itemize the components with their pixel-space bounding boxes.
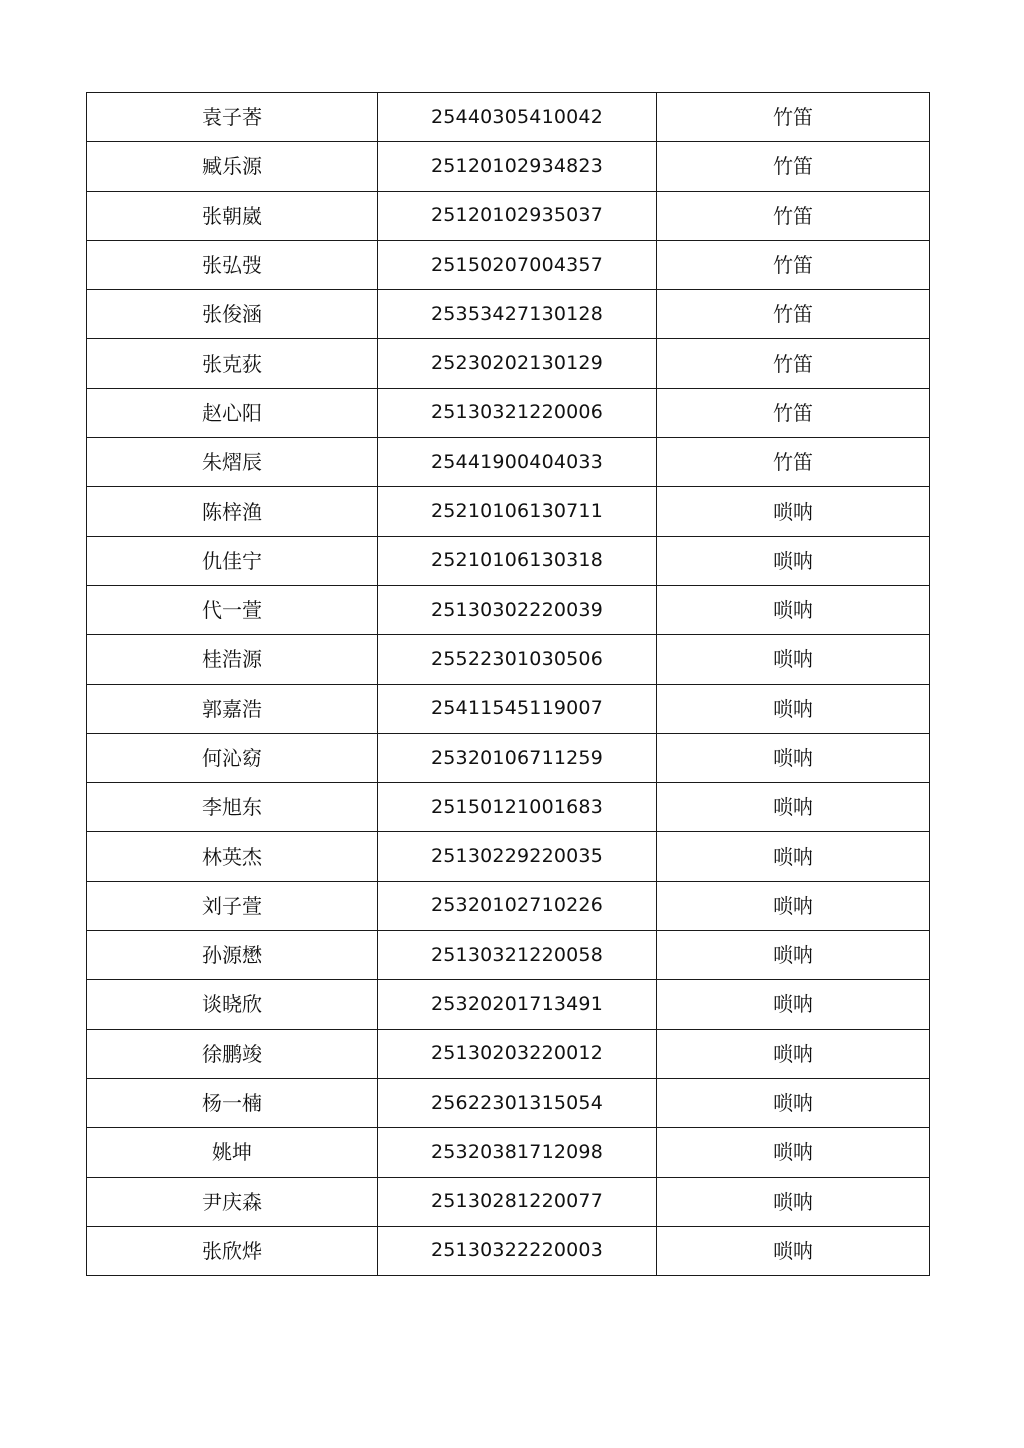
candidate-name-cell: 赵心阳	[87, 388, 378, 437]
table-row	[87, 1177, 930, 1226]
candidate-table	[86, 92, 930, 1276]
candidate-name-cell: 仇佳宁	[87, 536, 378, 585]
candidate-name-cell: 张欣烨	[87, 1226, 378, 1275]
instrument-cell: 唢呐	[657, 1078, 930, 1127]
candidate-id-cell: 25130302220039	[378, 585, 657, 634]
candidate-name-cell: 代一萱	[87, 585, 378, 634]
candidate-id-cell: 25120102934823	[378, 142, 657, 191]
instrument-cell: 唢呐	[657, 980, 930, 1029]
candidate-id-cell: 25210106130711	[378, 487, 657, 536]
candidate-id-cell: 25130281220077	[378, 1177, 657, 1226]
instrument-cell: 唢呐	[657, 1226, 930, 1275]
instrument-cell: 唢呐	[657, 783, 930, 832]
table-row	[87, 487, 930, 536]
candidate-id-cell: 25120102935037	[378, 191, 657, 240]
table-row	[87, 1128, 930, 1177]
candidate-name-cell: 姚坤	[87, 1128, 378, 1177]
table-row	[87, 931, 930, 980]
instrument-cell: 唢呐	[657, 931, 930, 980]
candidate-id-cell: 25320201713491	[378, 980, 657, 1029]
candidate-name-cell: 尹庆森	[87, 1177, 378, 1226]
instrument-cell: 唢呐	[657, 684, 930, 733]
instrument-cell: 竹笛	[657, 438, 930, 487]
table-row	[87, 1029, 930, 1078]
table-row	[87, 438, 930, 487]
candidate-name-cell: 张克荻	[87, 339, 378, 388]
table-row	[87, 388, 930, 437]
table-row	[87, 585, 930, 634]
candidate-name-cell: 陈梓渔	[87, 487, 378, 536]
instrument-cell: 唢呐	[657, 733, 930, 782]
table-row	[87, 783, 930, 832]
table-row	[87, 881, 930, 930]
table-row	[87, 635, 930, 684]
candidate-id-cell: 25130203220012	[378, 1029, 657, 1078]
instrument-cell: 竹笛	[657, 142, 930, 191]
instrument-cell: 唢呐	[657, 536, 930, 585]
candidate-name-cell: 徐鹏竣	[87, 1029, 378, 1078]
table-row	[87, 240, 930, 289]
instrument-cell: 唢呐	[657, 832, 930, 881]
instrument-cell: 竹笛	[657, 388, 930, 437]
table-row	[87, 339, 930, 388]
candidate-name-cell: 刘子萱	[87, 881, 378, 930]
instrument-cell: 唢呐	[657, 1128, 930, 1177]
candidate-name-cell: 李旭东	[87, 783, 378, 832]
instrument-cell: 唢呐	[657, 487, 930, 536]
table-row	[87, 290, 930, 339]
candidate-name-cell: 张弘弢	[87, 240, 378, 289]
table-row	[87, 191, 930, 240]
candidate-id-cell: 25230202130129	[378, 339, 657, 388]
candidate-id-cell: 25320106711259	[378, 733, 657, 782]
table-row	[87, 733, 930, 782]
candidate-id-cell: 25130229220035	[378, 832, 657, 881]
instrument-cell: 竹笛	[657, 191, 930, 240]
candidate-id-cell: 25210106130318	[378, 536, 657, 585]
instrument-cell: 唢呐	[657, 635, 930, 684]
candidate-name-cell: 孙源懋	[87, 931, 378, 980]
candidate-name-cell: 林英杰	[87, 832, 378, 881]
table-row	[87, 1226, 930, 1275]
candidate-name-cell: 朱熠辰	[87, 438, 378, 487]
table-row	[87, 142, 930, 191]
candidate-name-cell: 谈晓欣	[87, 980, 378, 1029]
table-row	[87, 684, 930, 733]
instrument-cell: 唢呐	[657, 881, 930, 930]
table-row	[87, 1078, 930, 1127]
candidate-id-cell: 25150121001683	[378, 783, 657, 832]
candidate-id-cell: 25353427130128	[378, 290, 657, 339]
candidate-name-cell: 臧乐源	[87, 142, 378, 191]
candidate-id-cell: 25411545119007	[378, 684, 657, 733]
table-row	[87, 980, 930, 1029]
candidate-id-cell: 25440305410042	[378, 93, 657, 142]
candidate-name-cell: 郭嘉浩	[87, 684, 378, 733]
candidate-name-cell: 桂浩源	[87, 635, 378, 684]
candidate-name-cell: 张俊涵	[87, 290, 378, 339]
candidate-name-cell: 杨一楠	[87, 1078, 378, 1127]
instrument-cell: 竹笛	[657, 290, 930, 339]
candidate-id-cell: 25320102710226	[378, 881, 657, 930]
candidate-table-body	[87, 93, 930, 1276]
instrument-cell: 唢呐	[657, 585, 930, 634]
table-row	[87, 832, 930, 881]
candidate-id-cell: 25130321220006	[378, 388, 657, 437]
candidate-id-cell: 25130322220003	[378, 1226, 657, 1275]
candidate-name-cell: 张朝崴	[87, 191, 378, 240]
instrument-cell: 唢呐	[657, 1029, 930, 1078]
candidate-id-cell: 25522301030506	[378, 635, 657, 684]
candidate-id-cell: 25150207004357	[378, 240, 657, 289]
candidate-id-cell: 25622301315054	[378, 1078, 657, 1127]
candidate-id-cell: 25441900404033	[378, 438, 657, 487]
instrument-cell: 唢呐	[657, 1177, 930, 1226]
candidate-name-cell: 袁子莕	[87, 93, 378, 142]
instrument-cell: 竹笛	[657, 240, 930, 289]
table-row	[87, 536, 930, 585]
instrument-cell: 竹笛	[657, 93, 930, 142]
candidate-name-cell: 何沁窈	[87, 733, 378, 782]
instrument-cell: 竹笛	[657, 339, 930, 388]
candidate-id-cell: 25320381712098	[378, 1128, 657, 1177]
table-row	[87, 93, 930, 142]
candidate-id-cell: 25130321220058	[378, 931, 657, 980]
